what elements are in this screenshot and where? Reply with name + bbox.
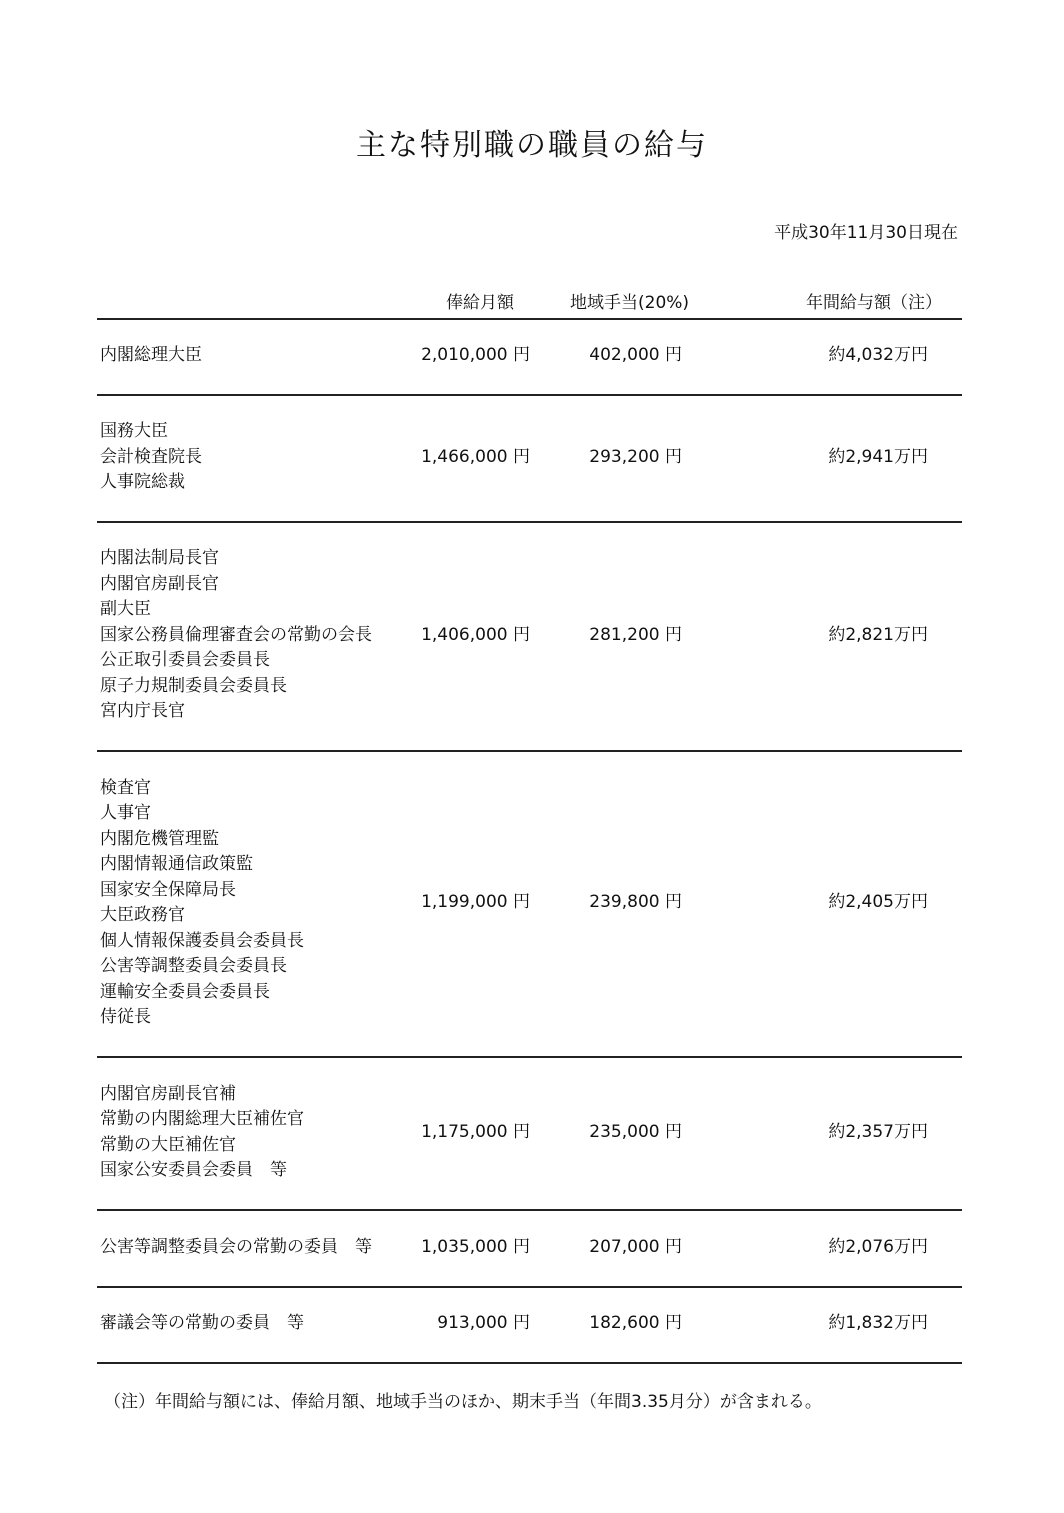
position-title: 常勤の大臣補佐官: [100, 1134, 236, 1155]
position-title: 原子力規制委員会委員長: [100, 675, 287, 696]
regional-allowance-value: 235,000 円: [589, 1121, 682, 1142]
row-divider: [97, 1362, 962, 1364]
position-titles: [100, 1311, 304, 1337]
page-title: 主な特別職の職員の給与: [356, 128, 708, 164]
position-titles: [100, 419, 202, 496]
position-titles: [100, 546, 372, 725]
position-title: 国家公安委員会委員 等: [100, 1160, 287, 1180]
monthly-salary-value: 1,035,000 円: [421, 1236, 530, 1257]
monthly-salary-value: 2,010,000 円: [421, 345, 530, 366]
position-title: 国家公務員倫理審査会の常勤の会長: [100, 624, 372, 645]
header-annual-salary: 年間給与額（注）: [806, 293, 942, 313]
position-title: 会計検査院長: [100, 446, 202, 467]
position-title: 国務大臣: [100, 421, 168, 442]
position-title: 大臣政務官: [100, 905, 185, 925]
row-divider: [97, 394, 962, 396]
position-title: 公害等調整委員会の常勤の委員 等: [100, 1236, 372, 1257]
position-title: 内閣総理大臣: [100, 345, 202, 366]
position-title: 人事官: [100, 803, 151, 823]
regional-allowance-value: 207,000 円: [589, 1236, 682, 1257]
position-title: 公正取引委員会委員長: [100, 650, 270, 671]
row-divider: [97, 750, 962, 752]
monthly-salary-value: 1,199,000 円: [421, 892, 530, 913]
annual-salary-value: 約2,076万円: [828, 1236, 928, 1257]
position-title: 副大臣: [100, 599, 151, 620]
monthly-salary-value: 913,000 円: [437, 1313, 530, 1334]
annual-salary-value: 約2,357万円: [828, 1121, 928, 1142]
regional-allowance-value: 281,200 円: [589, 624, 682, 645]
annual-salary-value: 約2,821万円: [828, 624, 928, 645]
position-titles: [100, 1235, 372, 1261]
position-titles: [100, 343, 202, 369]
annual-salary-value: 約4,032万円: [828, 345, 928, 366]
position-title: 宮内庁長官: [100, 701, 185, 722]
position-titles: [100, 776, 304, 1031]
position-title: 内閣情報通信政策監: [100, 854, 253, 874]
position-title: 人事院総裁: [100, 472, 185, 493]
footnote: （注）年間給与額には、俸給月額、地域手当のほか、期末手当（年間3.35月分）が含まれる。: [104, 1392, 822, 1412]
position-title: 検査官: [100, 777, 151, 798]
row-divider: [97, 318, 962, 320]
monthly-salary-value: 1,406,000 円: [421, 624, 530, 645]
as-of-date: 平成30年11月30日現在: [774, 223, 958, 243]
position-title: 国家安全保障局長: [100, 879, 236, 900]
position-title: 審議会等の常勤の委員 等: [100, 1313, 304, 1334]
position-titles: [100, 1082, 304, 1184]
monthly-salary-value: 1,466,000 円: [421, 446, 530, 467]
annual-salary-value: 約2,405万円: [828, 892, 928, 913]
header-monthly-salary: 俸給月額: [446, 293, 514, 313]
header-regional-allowance: 地域手当(20%): [570, 293, 690, 313]
row-divider: [97, 521, 962, 523]
position-title: 個人情報保護委員会委員長: [100, 930, 304, 951]
position-title: 常勤の内閣総理大臣補佐官: [100, 1109, 304, 1129]
position-title: 公害等調整委員会委員長: [100, 956, 287, 976]
position-title: 侍従長: [100, 1007, 151, 1027]
monthly-salary-value: 1,175,000 円: [421, 1121, 530, 1142]
regional-allowance-value: 402,000 円: [589, 345, 682, 366]
position-title: 内閣法制局長官: [100, 548, 219, 569]
position-title: 内閣危機管理監: [100, 828, 219, 849]
position-title: 内閣官房副長官補: [100, 1083, 236, 1104]
regional-allowance-value: 293,200 円: [589, 446, 682, 467]
regional-allowance-value: 182,600 円: [589, 1313, 682, 1334]
position-title: 内閣官房副長官: [100, 573, 219, 594]
annual-salary-value: 約1,832万円: [828, 1313, 928, 1334]
position-title: 運輸安全委員会委員長: [100, 981, 270, 1002]
row-divider: [97, 1056, 962, 1058]
row-divider: [97, 1286, 962, 1288]
row-divider: [97, 1209, 962, 1211]
regional-allowance-value: 239,800 円: [589, 892, 682, 913]
annual-salary-value: 約2,941万円: [828, 446, 928, 467]
